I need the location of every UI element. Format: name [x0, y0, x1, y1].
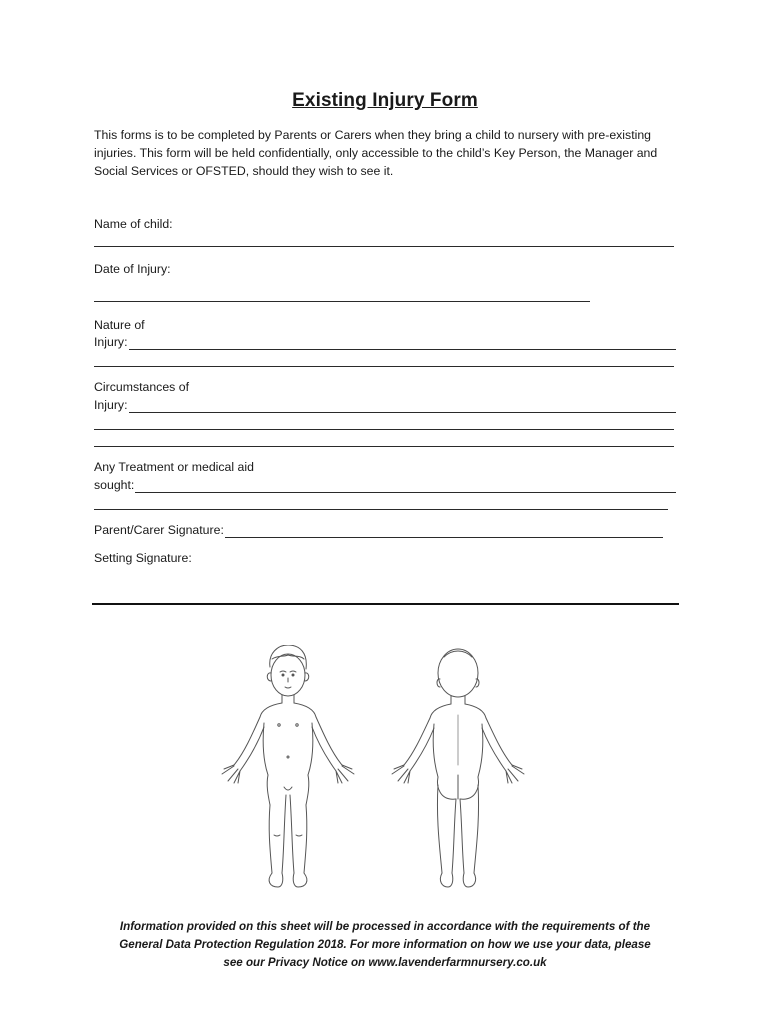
- parent-signature-row: [94, 523, 663, 538]
- circumstances-field[interactable]: [129, 400, 677, 413]
- nature-of-injury-label: Nature of: [94, 318, 145, 332]
- gdpr-notice: [84, 918, 686, 972]
- nature-of-injury-label-cont: Injury:: [94, 335, 128, 349]
- gdpr-notice-line1: Information provided on this sheet will be processed in accordance with the requirements of the: [119, 920, 651, 933]
- name-of-child-field[interactable]: [94, 246, 674, 247]
- page-title: Existing Injury Form: [292, 90, 478, 111]
- treatment-field[interactable]: [135, 480, 676, 493]
- treatment-label: Any Treatment or medical aid: [94, 460, 254, 474]
- parent-signature-label: Parent/Carer Signature:: [94, 523, 224, 537]
- circumstances-row: [94, 398, 676, 413]
- treatment-label-cont: sought:: [94, 478, 135, 492]
- circumstances-field-extra-2[interactable]: [94, 446, 674, 447]
- date-of-injury-field[interactable]: [94, 301, 590, 302]
- nature-of-injury-field-extra[interactable]: [94, 366, 674, 367]
- nature-of-injury-field[interactable]: [129, 337, 677, 350]
- gdpr-notice-line3: see our Privacy Notice on www.lavenderfarmnursery.co.uk: [223, 956, 547, 969]
- gdpr-notice-line2: General Data Protection Regulation 2018. For more information on how we use your data, please: [119, 938, 651, 951]
- child-body-front-icon: [222, 645, 354, 887]
- setting-signature-label: Setting Signature:: [94, 551, 192, 565]
- circumstances-field-extra-1[interactable]: [94, 429, 674, 430]
- name-of-child-label: Name of child:: [94, 217, 173, 231]
- setting-signature-field[interactable]: [92, 603, 679, 605]
- body-chart: [210, 645, 550, 900]
- treatment-row: [94, 478, 676, 493]
- nature-of-injury-row: [94, 335, 676, 350]
- circumstances-label-cont: Injury:: [94, 398, 128, 412]
- circumstances-label: Circumstances of: [94, 380, 189, 394]
- child-body-back-icon: [392, 649, 524, 887]
- parent-signature-field[interactable]: [225, 525, 663, 538]
- treatment-field-extra[interactable]: [94, 509, 668, 510]
- intro-paragraph: This forms is to be completed by Parents or Carers when they bring a child to nursery with pre-existing injuries. This form will be held confidentially, only accessible to the child’s Key Person, the Manager and Social Services or OFSTED, should they wish to see it.: [94, 128, 658, 178]
- date-of-injury-label: Date of Injury:: [94, 262, 171, 276]
